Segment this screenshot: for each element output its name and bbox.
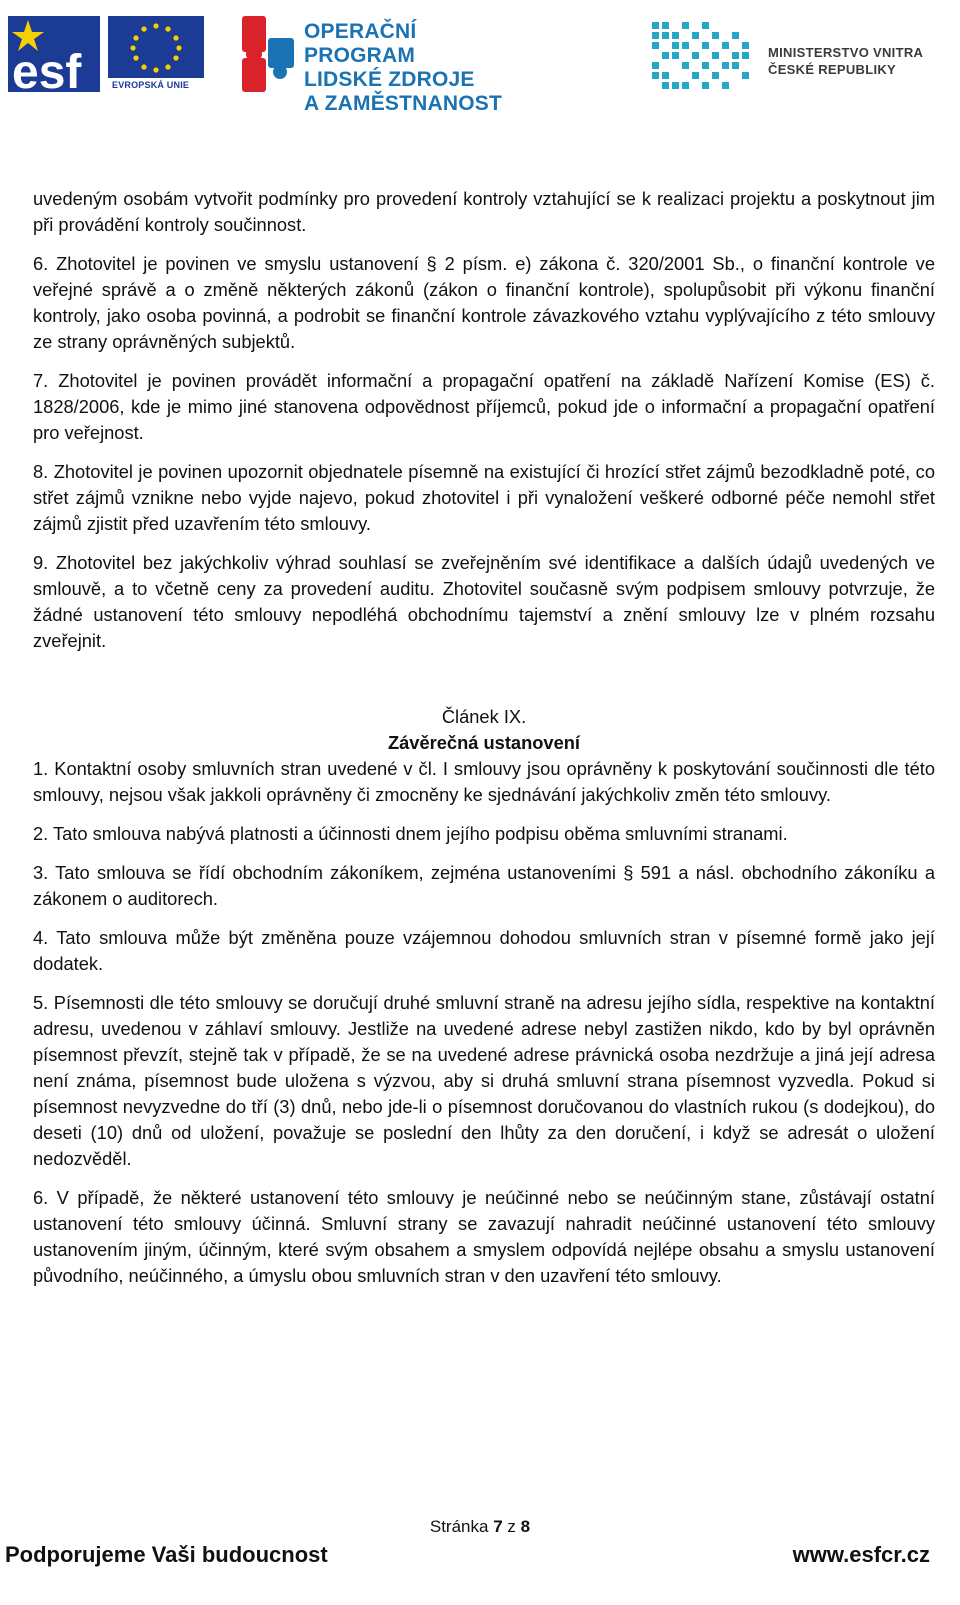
op-line-2: LIDSKÉ ZDROJE [304, 68, 475, 91]
clause-8: 8. Zhotovitel je povinen upozornit objednatele písemně na existující či hrozící střet zájmů bezodkladně poté, co střet zájmů vznikne nebo vyjde najevo, pokud zhotovitel i při vynaložení veškeré odborné péče nemohl střet zájmů zjistit před uzavřením této smlouvy. [33, 461, 935, 534]
clause-6: 6. Zhotovitel je povinen ve smyslu ustanovení § 2 písm. e) zákona č. 320/2001 Sb., o finanční kontrole ve veřejné správě a o změně některých zákonů (zákon o finanční kontrole), spolupůsobit při výkonu finanční kontroly, jako osoba povinná, a podrobit se finanční kontrole závazkového vztahu vyplývajícího z této smlouvy ze strany oprávněných subjektů. [33, 253, 935, 352]
page-prefix: Stránka [429, 1517, 489, 1536]
op-lzz-logo [238, 12, 528, 115]
page-number [0, 1517, 960, 1537]
ministry-logo [650, 16, 950, 100]
final-provisions-list [33, 756, 935, 1289]
page-sep: z [507, 1517, 516, 1536]
footer-website-link[interactable]: www.esfcr.cz [792, 1542, 930, 1567]
intro-paragraph: uvedeným osobám vytvořit podmínky pro provedení kontroly vztahující se k realizaci projektu a poskytnout jim při provádění kontroly součinnost. [33, 188, 935, 235]
provision-2: 2. Tato smlouva nabývá platnosti a účinnosti dnem jejího podpisu oběma smluvními stranami. [33, 823, 788, 844]
page-header [0, 0, 960, 120]
op-line-3: A ZAMĚSTNANOST [304, 92, 503, 115]
document-body [33, 186, 935, 1302]
svg-text:esf: esf [12, 46, 82, 96]
page-footer [5, 1542, 930, 1568]
esf-logo [8, 12, 208, 96]
ministry-line-2: ČESKÉ REPUBLIKY [768, 62, 897, 77]
clause-9: 9. Zhotovitel bez jakýchkoliv výhrad souhlasí se zveřejněním své identifikace a dalších údajů uvedených ve smlouvě, a to včetně ceny za provedení auditu. Zhotovitel současně svým podpisem smlouvy potvrzuje, že žádné ustanovení této smlouvy nepodléhá obchodnímu tajemství a znění smlouvy lze v plném rozsahu zveřejnit. [33, 552, 935, 651]
esf-subtitle: EVROPSKÁ UNIE [112, 80, 190, 90]
page-current: 7 [493, 1517, 503, 1536]
dot-grid-logo-icon [650, 16, 760, 100]
provision-5: 5. Písemnosti dle této smlouvy se doručují druhé smluvní straně na adresu jejího sídla, respektive na kontaktní adresu, uvedenou v záhlaví smlouvy. Jestliže na uvedené adrese nebyl zastižen nikdo, kdo by byl oprávněn písemnost převzít, stejně tak v případě, že se na uvedené adrese právnická osoba nezdržuje a jiná její adresa není známa, písemnost bude uložena s výzvou, aby si druhá smluvní strana písemnost vyzvedla. Pokud si písemnost nevyzvedne do tří (3) dnů, nebo jde-li o písemnost doručovanou do vlastních rukou (s dodejkou), do deseti (10) dnů od uložení, považuje se poslední den lhůty za den doručení, i když se adresát o uložení nedozvěděl. [33, 992, 935, 1169]
puzzle-logo-icon [238, 12, 300, 96]
page-total: 8 [520, 1517, 531, 1536]
footer-slogan: Podporujeme Vaši budoucnost [5, 1542, 328, 1567]
ministry-text [768, 44, 923, 78]
provision-3: 3. Tato smlouva se řídí obchodním zákoníkem, zejména ustanoveními § 591 a násl. obchodního zákoníku a zákonem o auditorech. [33, 862, 935, 909]
article-title: Článek IX. [441, 706, 527, 727]
provision-1: 1. Kontaktní osoby smluvních stran uvedené v čl. I smlouvy jsou oprávněny k poskytování součinnosti dle této smlouvy, nejsou však jakkoli oprávněny či zmocněny ke sjednávání jakýchkoliv změn této smlouvy. [33, 758, 935, 805]
op-line-1: OPERAČNÍ PROGRAM [304, 20, 417, 67]
op-lzz-text [304, 20, 528, 116]
clause-7: 7. Zhotovitel je povinen provádět informační a propagační opatření na základě Nařízení Komise (ES) č. 1828/2006, kde je mimo jiné stanovena odpovědnost příjemců, pokud jde o informační a propagační opatření pro veřejnost. [33, 370, 935, 443]
provision-4: 4. Tato smlouva může být změněna pouze vzájemnou dohodou smluvních stran v písemné formě jako její dodatek. [33, 927, 935, 974]
provision-6: 6. V případě, že některé ustanovení této smlouvy je neúčinné nebo se neúčinným stane, zůstávají ostatní ustanovení této smlouvy účinná. Smluvní strany se zavazují nahradit neúčinné ustanovení této smlouvy ustanovením jiným, účinným, které svým obsahem a smyslem odpovídá nejlépe obsahu a smyslu ustanovení původního, neúčinného, a úmyslu obou smluvních stran v den uzavření této smlouvy. [33, 1187, 935, 1286]
ministry-line-1: MINISTERSTVO VNITRA [768, 45, 924, 60]
article-subtitle: Závěrečná ustanovení [387, 732, 581, 753]
